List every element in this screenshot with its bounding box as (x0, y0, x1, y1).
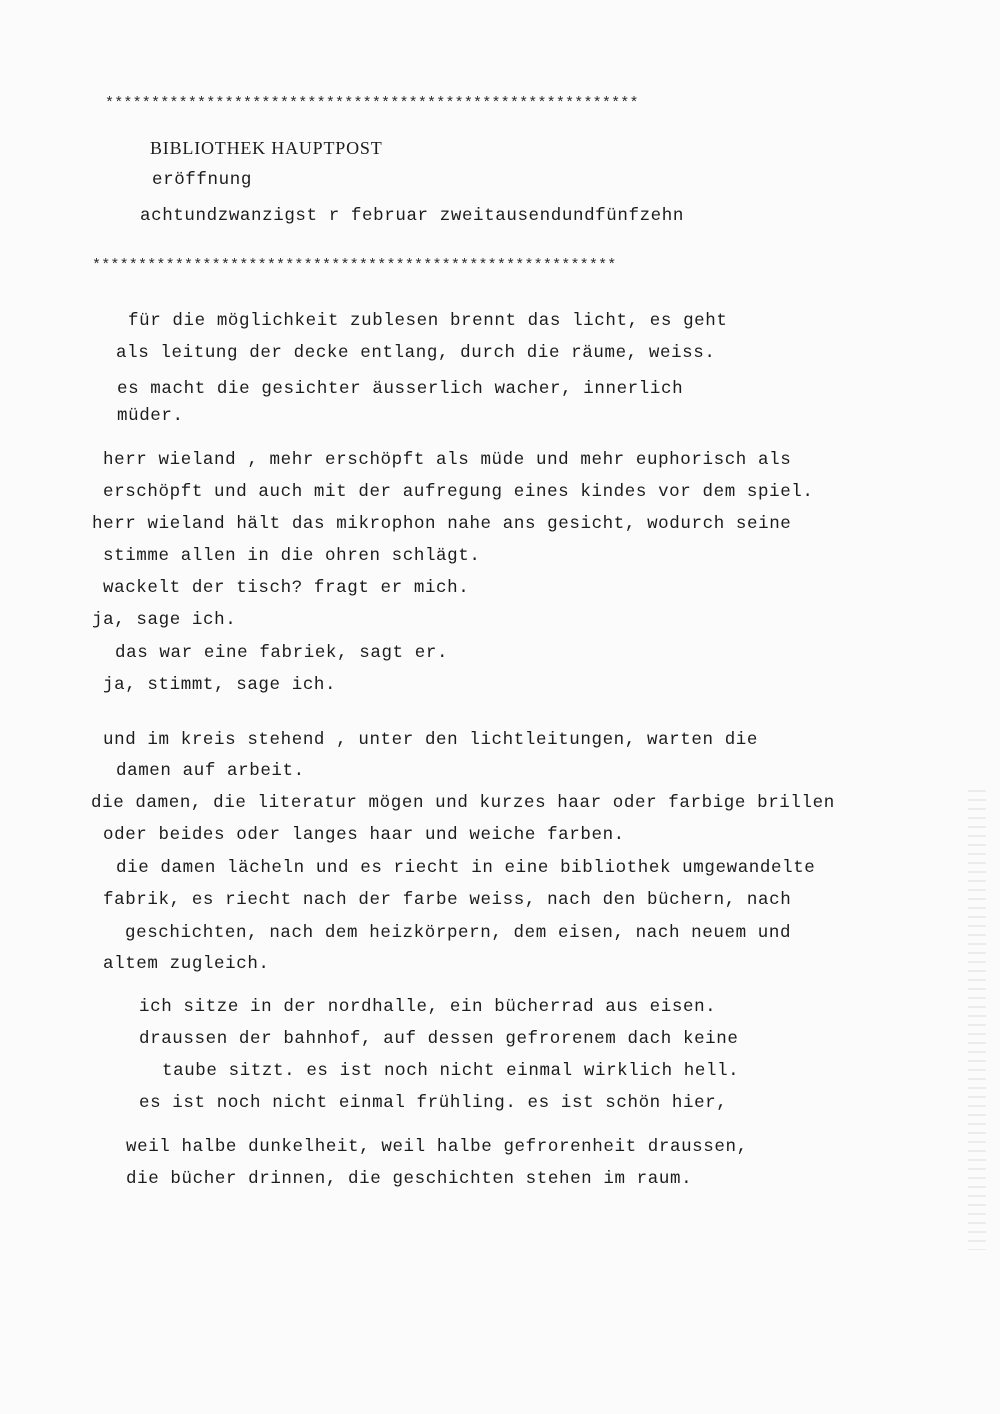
text-line: weil halbe dunkelheit, weil halbe gefrorenheit draussen, (126, 1137, 748, 1157)
text-line: oder beides oder langes haar und weiche farben. (103, 825, 625, 845)
star-divider-top: ********************************************************** (105, 95, 639, 112)
text-line: es ist noch nicht einmal frühling. es ist schön hier, (139, 1093, 728, 1113)
text-line: das war eine fabriek, sagt er. (115, 643, 449, 663)
text-line: ja, stimmt, sage ich. (103, 675, 337, 695)
text-line: erschöpft und auch mit der aufregung eines kindes vor dem spiel. (103, 482, 814, 502)
text-line: die damen lächeln und es riecht in eine bibliothek umgewandelte (116, 858, 816, 878)
text-line: als leitung der decke entlang, durch die räume, weiss. (116, 343, 716, 363)
text-line: für die möglichkeit zublesen brennt das licht, es geht (128, 311, 728, 331)
text-line: damen auf arbeit. (116, 761, 305, 781)
document-subtitle: eröffnung (152, 170, 252, 190)
text-line: ja, sage ich. (92, 610, 237, 630)
text-line: wackelt der tisch? fragt er mich. (103, 578, 470, 598)
text-line: stimme allen in die ohren schlägt. (103, 546, 481, 566)
text-line: die damen, die literatur mögen und kurzes haar oder farbige brillen (91, 793, 835, 813)
text-line: es macht die gesichter äusserlich wacher, innerlich (117, 379, 684, 399)
document-title: BIBLIOTHEK HAUPTPOST (150, 138, 383, 158)
text-line: draussen der bahnhof, auf dessen gefrorenem dach keine (139, 1029, 739, 1049)
text-line: die bücher drinnen, die geschichten stehen im raum. (126, 1169, 693, 1189)
paper-speckle (968, 790, 986, 1250)
document-date: achtundzwanzigst r februar zweitausendundfünfzehn (140, 206, 684, 226)
text-line: ich sitze in der nordhalle, ein bücherrad aus eisen. (139, 997, 717, 1017)
text-line: geschichten, nach dem heizkörpern, dem eisen, nach neuem und (125, 923, 792, 943)
text-line: fabrik, es riecht nach der farbe weiss, nach den büchern, nach (103, 890, 792, 910)
text-line: altem zugleich. (103, 954, 270, 974)
text-line: herr wieland hält das mikrophon nahe ans gesicht, wodurch seine (92, 514, 792, 534)
text-line: herr wieland , mehr erschöpft als müde und mehr euphorisch als (103, 450, 792, 470)
text-line: müder. (117, 406, 184, 426)
star-divider-bottom: ********************************************************* (92, 257, 617, 274)
text-line: und im kreis stehend , unter den lichtleitungen, warten die (103, 730, 759, 750)
text-line: taube sitzt. es ist noch nicht einmal wirklich hell. (162, 1061, 740, 1081)
